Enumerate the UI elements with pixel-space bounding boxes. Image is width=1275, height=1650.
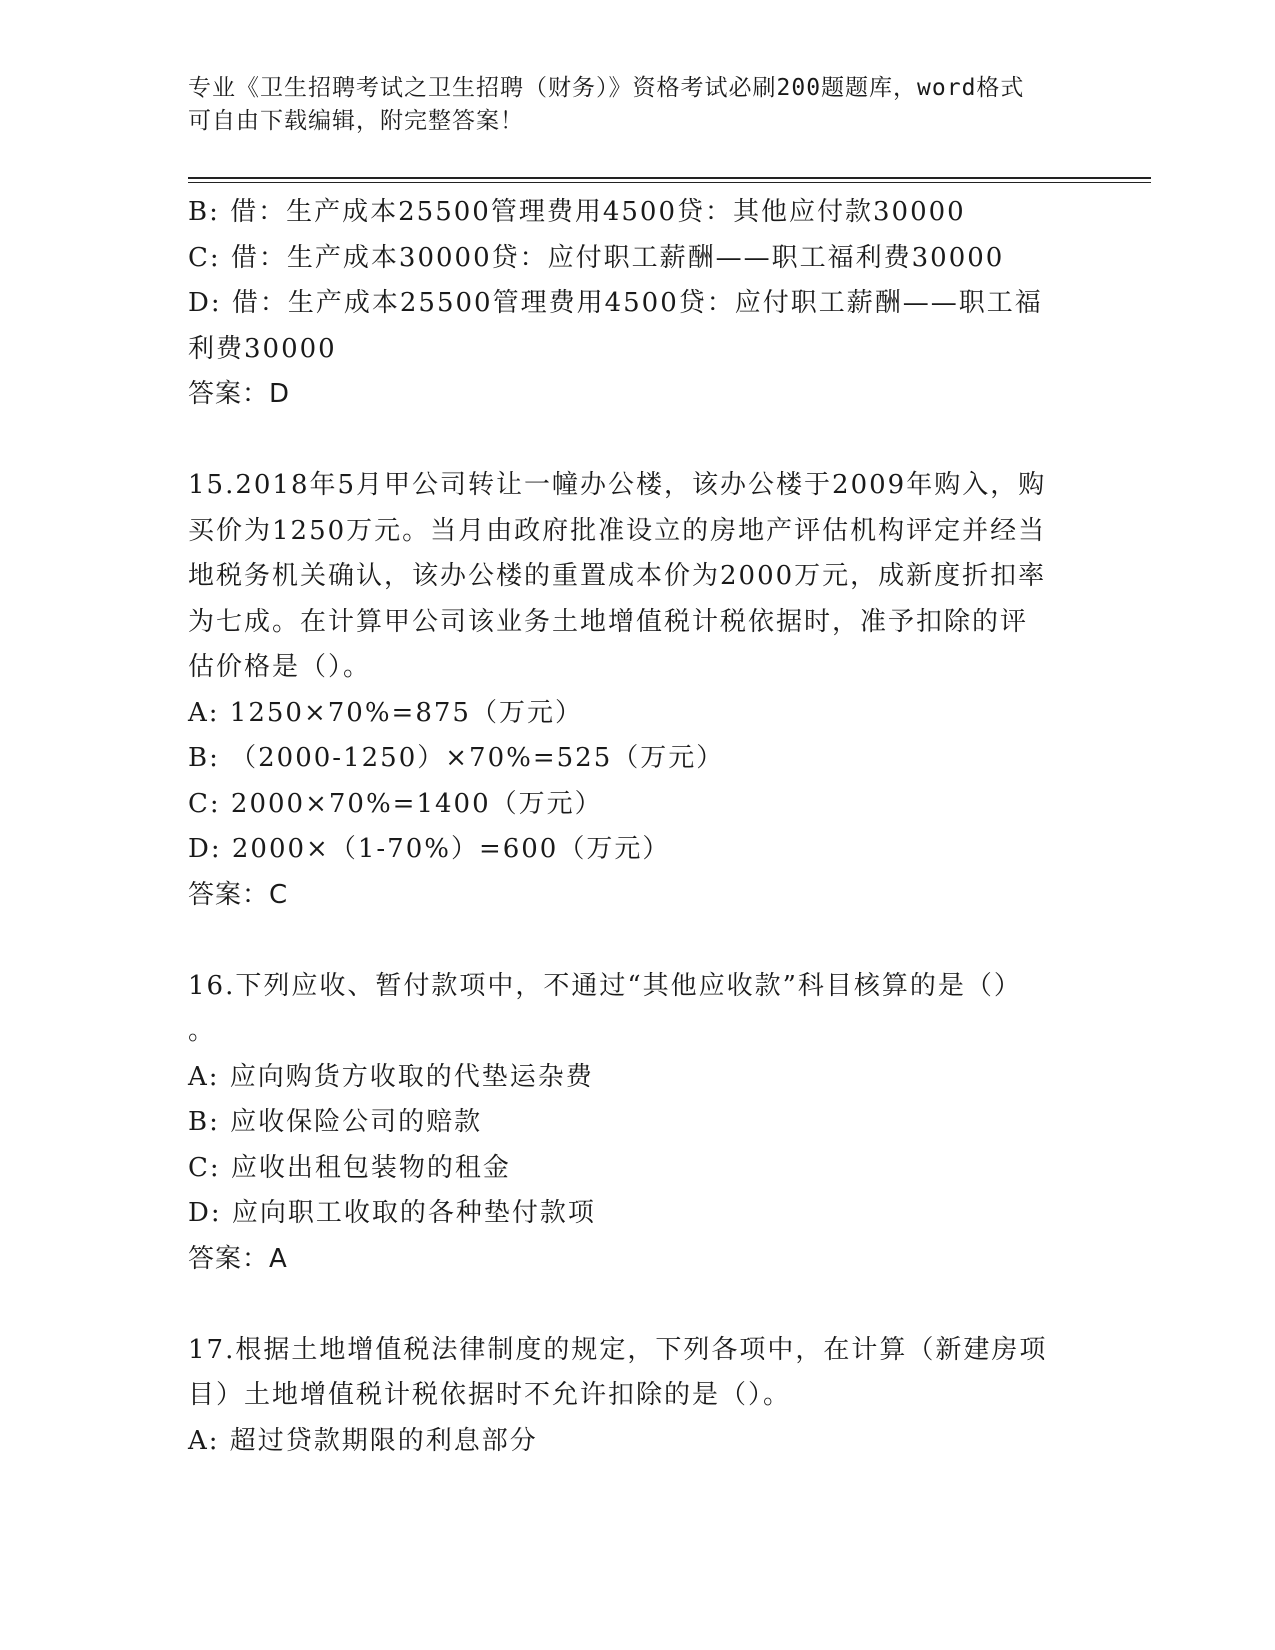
question-14	[188, 190, 1068, 418]
spacer	[188, 418, 1068, 464]
spacer	[188, 1282, 1068, 1328]
question-16	[188, 964, 1068, 1283]
question-stem: 地税务机关确认，该办公楼的重置成本价为2000万元，成新度折扣率	[188, 561, 1047, 591]
option-a: A: 超过贷款期限的利息部分	[188, 1425, 538, 1456]
document-header	[188, 72, 1068, 138]
option-c: C: 2000×70%=1400（万元）	[188, 788, 603, 819]
option-a: A: 应向购货方收取的代垫运杂费	[188, 1061, 594, 1092]
question-content	[188, 190, 1068, 1464]
question-15	[188, 463, 1068, 918]
header-line-2: 可自由下载编辑，附完整答案！	[188, 108, 524, 134]
header-line-1: 专业《卫生招聘考试之卫生招聘（财务）》资格考试必刷200题题库，word格式	[188, 75, 1025, 101]
question-stem: 为七成。在计算甲公司该业务土地增值税计税依据时，准予扣除的评	[188, 606, 1029, 637]
option-d: D: 2000×（1-70%）=600（万元）	[188, 834, 671, 864]
option-d-continued: 利费30000	[188, 333, 337, 364]
question-17	[188, 1328, 1068, 1465]
spacer	[188, 918, 1068, 964]
option-a: A: 1250×70%=875（万元）	[188, 697, 583, 728]
question-stem: 目）土地增值税计税依据时不允许扣除的是（）。	[188, 1380, 792, 1410]
option-d: D: 借：生产成本25500管理费用4500贷：应付职工薪酬——职工福	[188, 288, 1043, 318]
question-stem: 买价为1250万元。当月由政府批准设立的房地产评估机构评定并经当	[188, 515, 1047, 546]
option-b: B: 借：生产成本25500管理费用4500贷：其他应付款30000	[188, 197, 966, 227]
question-stem: 估价格是（）。	[188, 652, 372, 682]
option-b: B: 应收保险公司的赔款	[188, 1107, 483, 1137]
question-stem: 16.下列应收、暂付款项中，不通过“其他应收款”科目核算的是（）	[188, 970, 1022, 1001]
option-d: D: 应向职工收取的各种垫付款项	[188, 1198, 596, 1228]
question-stem: 17.根据土地增值税法律制度的规定，下列各项中，在计算（新建房项	[188, 1334, 1048, 1365]
option-c: C: 借：生产成本30000贷：应付职工薪酬——职工福利费30000	[188, 242, 1005, 273]
answer: 答案：C	[188, 879, 289, 910]
question-stem: 15.2018年5月甲公司转让一幢办公楼，该办公楼于2009年购入，购	[188, 470, 1047, 500]
answer: 答案：A	[188, 1243, 288, 1274]
header-divider-thin	[188, 182, 1151, 183]
answer: 答案：D	[188, 379, 291, 409]
question-stem: 。	[188, 1016, 217, 1046]
option-b: B: （2000-1250）×70%=525（万元）	[188, 743, 725, 773]
header-divider-thick	[188, 177, 1151, 179]
option-c: C: 应收出租包装物的租金	[188, 1152, 511, 1183]
